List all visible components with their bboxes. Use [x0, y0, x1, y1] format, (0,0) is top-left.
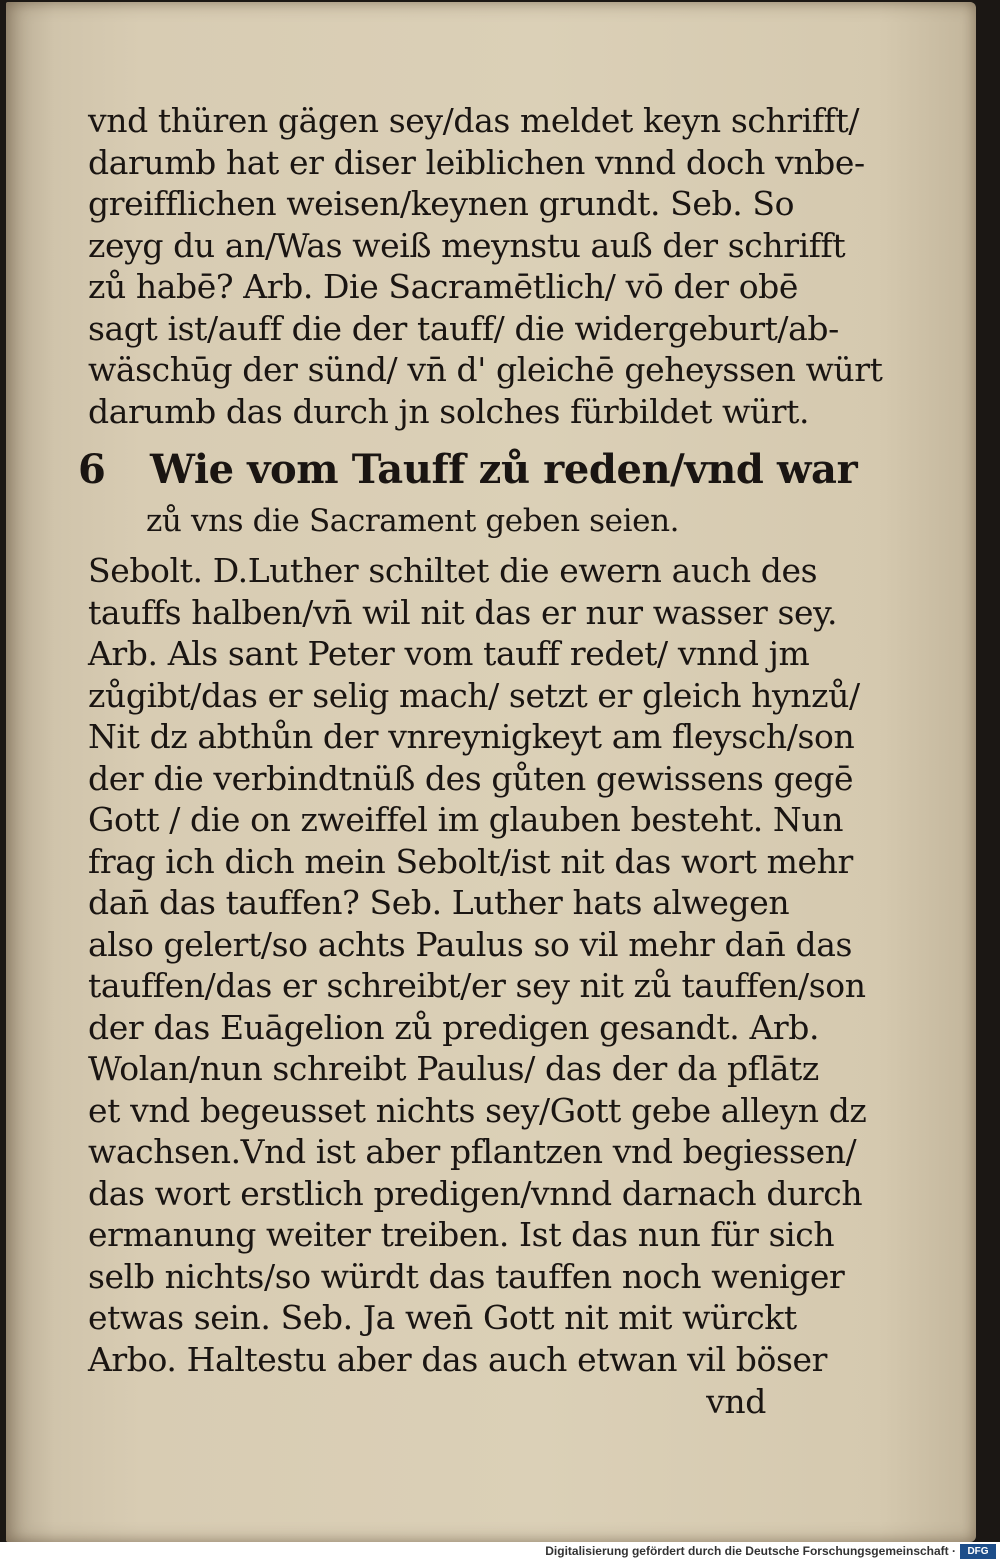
text-line: Nit dz abthůn der vnreynigkeyt am fleysch/son: [88, 717, 855, 756]
heading-line-1: Wie vom Tauff zů reden/vnd war: [150, 446, 858, 493]
text-line: zeyg du an/Was weiß meynstu auß der schrifft: [88, 225, 846, 265]
text-line: tauffs halben/vn̄ wil nit das er nur wasser sey.: [88, 592, 838, 632]
text-line: selb nichts/so würdt das tauffen noch weniger: [88, 1256, 845, 1296]
text-line: zů habē? Arb. Die Sacramētlich/ vō der obē: [88, 267, 799, 306]
heading-line-2: zů vns die Sacrament geben seien.: [146, 503, 680, 539]
text-line: das wort erstlich predigen/vnnd darnach durch: [88, 1173, 863, 1213]
section-heading: [78, 442, 858, 498]
catchword: vnd: [706, 1382, 766, 1421]
text-line: greifflichen weisen/keynen grundt. Seb. So: [88, 184, 795, 223]
text-line: darumb hat er diser leiblichen vnnd doch vnbe-: [88, 142, 865, 182]
text-line: Arbo. Haltestu aber das auch etwan vil böser: [88, 1339, 828, 1379]
text-line: vnd thüren gägen sey/das meldet keyn schrifft/: [88, 101, 860, 140]
text-line: also gelert/so achts Paulus so vil mehr dan̄ das: [88, 924, 853, 964]
text-line: tauffen/das er schreibt/er sey nit zů tauffen/son: [88, 966, 866, 1005]
text-line: Wolan/nun schreibt Paulus/ das der da pflātz: [88, 1049, 819, 1088]
dfg-logo-icon: DFG: [960, 1544, 996, 1559]
text-line: wachsen.Vnd ist aber pflantzen vnd begiessen/: [88, 1132, 857, 1171]
marginal-numeral: 6: [78, 446, 106, 493]
text-line: Arb. Als sant Peter vom tauff redet/ vnnd jm: [88, 634, 810, 673]
text-line: dan̄ das tauffen? Seb. Luther hats alwegen: [88, 883, 790, 922]
footer-bar: [0, 1542, 1000, 1562]
text-line: zůgibt/das er selig mach/ setzt er gleich hynzů/: [88, 675, 860, 715]
footer-credit: Digitalisierung gefördert durch die Deutsche Forschungsgemeinschaft ·: [545, 1544, 956, 1558]
text-line: Sebolt. D.Luther schiltet die ewern auch des: [88, 551, 818, 590]
text-line: der die verbindtnüß des gůten gewissens gegē: [88, 758, 854, 798]
text-line: darumb das durch jn solches fürbildet würt.: [88, 391, 810, 431]
text-line: sagt ist/auff die der tauff/ die widergeburt/ab-: [88, 308, 839, 348]
book-page: [6, 2, 976, 1542]
text-line: etwas sein. Seb. Ja wen̄ Gott nit mit würckt: [88, 1298, 797, 1337]
text-line: et vnd begeusset nichts sey/Gott gebe alleyn dz: [88, 1090, 867, 1130]
text-line: wäschūg der sünd/ vn̄ d' gleichē geheyssen würt: [88, 350, 883, 389]
text-line: frag ich dich mein Sebolt/ist nit das wort mehr: [88, 841, 853, 881]
text-line: Gott / die on zweiffel im glauben besteht. Nun: [88, 800, 844, 839]
text-line: ermanung weiter treiben. Ist das nun für sich: [88, 1215, 835, 1254]
text-line: der das Euāgelion zů predigen gesandt. Arb.: [88, 1007, 820, 1047]
page-text: [78, 100, 883, 1424]
